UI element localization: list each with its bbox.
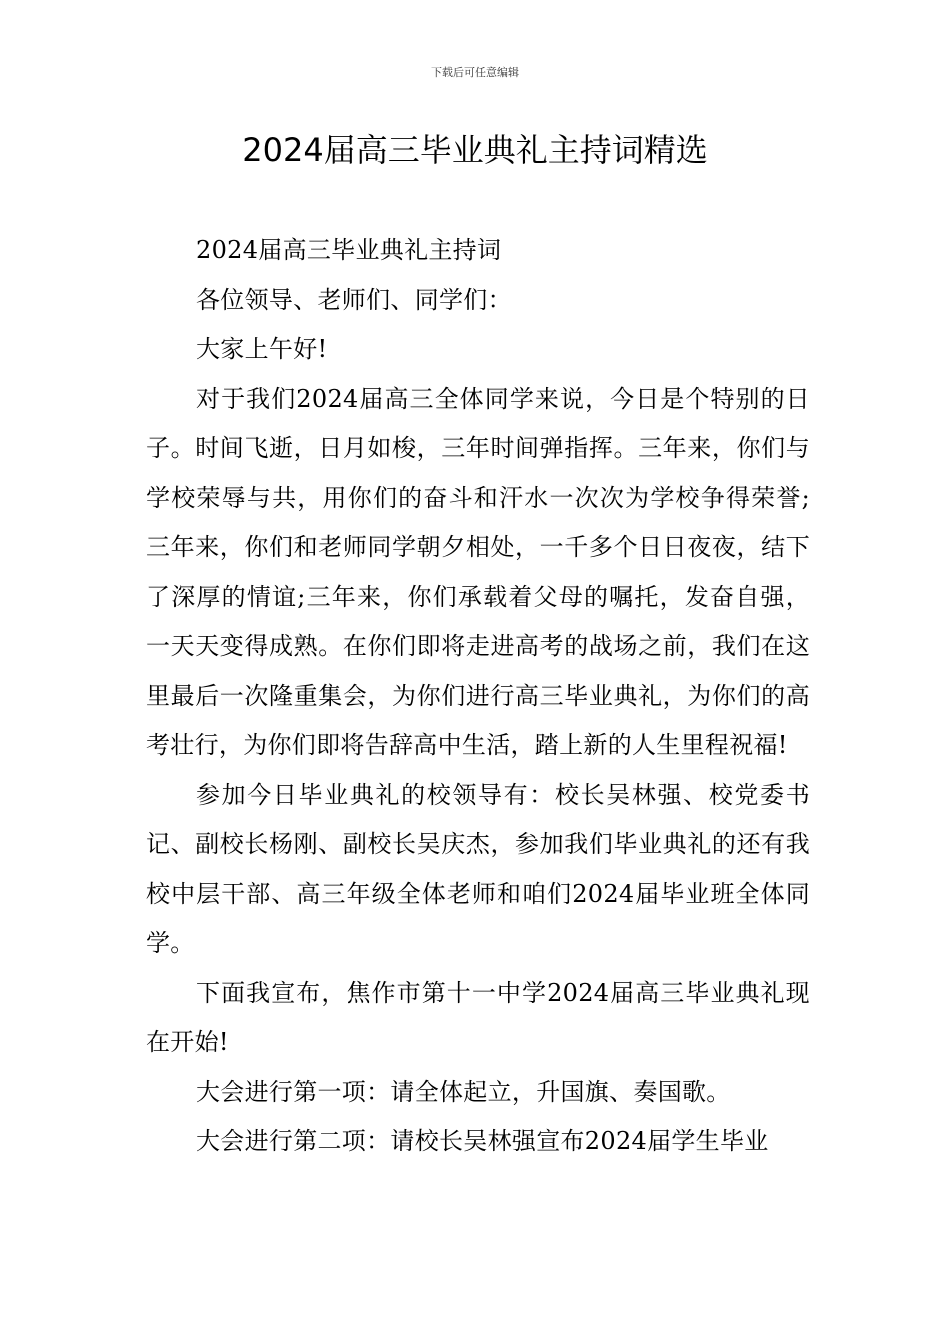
paragraph-item-one: 大会进行第一项：请全体起立，升国旗、奏国歌。	[196, 1077, 731, 1106]
paragraph-subtitle: 2024届高三毕业典礼主持词	[196, 236, 502, 264]
paragraph-leaders: 参加今日毕业典礼的校领导有：校长吴林强、校党委书记、副校长杨刚、副校长吴庆杰，参加我们毕业典礼的还有我校中层干部、高三年级全体老师和咱们2024届毕业班全体同学。	[146, 780, 810, 957]
document-title: 2024届高三毕业典礼主持词精选	[242, 131, 708, 169]
paragraph-greeting: 大家上午好!	[196, 335, 328, 363]
header-note: 下载后可任意编辑	[431, 66, 519, 79]
paragraph-salutation: 各位领导、老师们、同学们：	[196, 285, 512, 314]
paragraph-item-two: 大会进行第二项：请校长吴林强宣布2024届学生毕业	[196, 1127, 769, 1155]
paragraph-announcement: 下面我宣布，焦作市第十一中学2024届高三毕业典礼现在开始!	[146, 978, 810, 1056]
paragraph-opening: 对于我们2024届高三全体同学来说，今日是个特别的日子。时间飞逝，日月如梭，三年时间弹指挥。三年来，你们与学校荣辱与共，用你们的奋斗和汗水一次次为学校争得荣誉;三年来，你们和老师同学朝夕相处，一千多个日日夜夜，结下了深厚的情谊;三年来，你们承载着父母的嘱托，发奋自强，一天天变得成熟。在你们即将走进高考的战场之前，我们在这里最后一次隆重集会，为你们进行高三毕业典礼，为你们的高考壮行，为你们即将告辞高中生活，踏上新的人生里程祝福!	[146, 384, 810, 759]
document-body	[146, 226, 810, 1167]
